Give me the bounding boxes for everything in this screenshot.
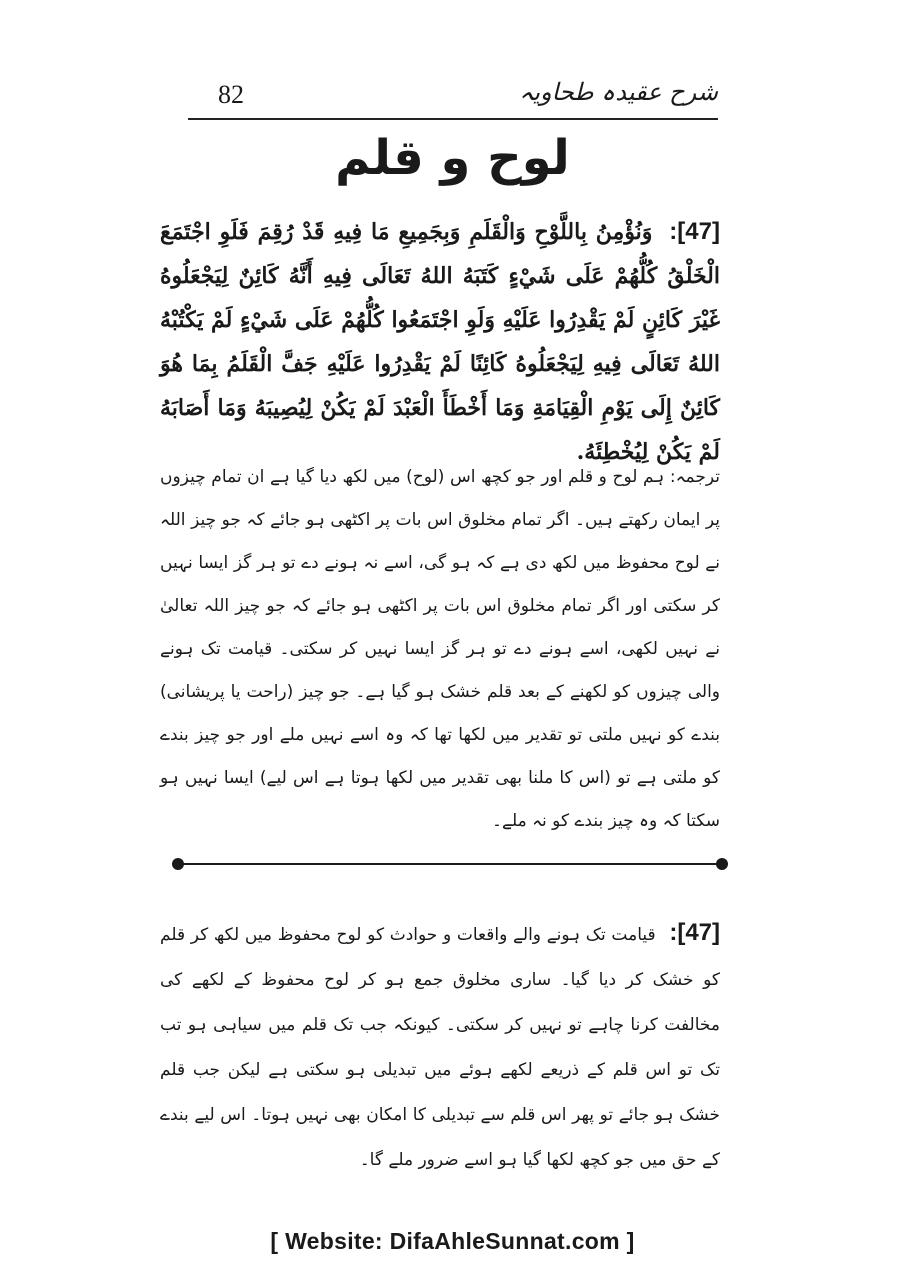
page-header xyxy=(188,78,718,120)
chapter-title: لوح و قلم xyxy=(335,130,570,186)
arabic-text-block xyxy=(160,210,720,465)
urdu-translation: ترجمہ: ہم لوح و قلم اور جو کچھ اس (لوح) میں لکھ دیا گیا ہے ان تمام چیزوں پر ایمان رکھتے ہیں۔ اگر تمام مخلوق اس بات پر اکٹھی ہو جائے کہ جو چیز اللہ نے لوح محفوظ میں لکھ دی ہے کہ ہو گی، اسے نہ ہونے دے تو ہر گز ایسا نہیں کر سکتی اور اگر تمام مخلوق اس بات پر اکٹھی ہو جائے کہ جو چیز اللہ تعالیٰ نے نہیں لکھی، اسے ہونے دے تو ہر گز ایسا نہیں کر سکتی۔ قیامت تک ہونے والی چیزوں کو لکھنے کے بعد قلم خشک ہو گیا ہے۔ جو چیز (راحت یا پریشانی) بندے کو نہیں ملتی تو تقدیر میں لکھا تھا کہ وہ اسے نہیں ملے اور جو چیز بندے کو ملتی ہے تو (اس کا ملنا بھی تقدیر میں لکھا ہوتا ہے اس لیے) ایسا نہیں ہو سکتا کہ وہ چیز بندے کو نہ ملے۔ xyxy=(160,467,720,831)
commentary-block xyxy=(160,910,720,1170)
commentary-text: قیامت تک ہونے والے واقعات و حوادث کو لوح محفوظ میں لکھ کر قلم کو خشک کر دیا گیا۔ ساری مخلوق جمع ہو کر لوح محفوظ کے لکھے کی مخالفت کرنا چاہے تو نہیں کر سکتی۔ کیونکہ جب تک قلم میں سیاہی ہو تب تک تو اس قلم کے ذریعے لکھے ہوئے میں تبدیلی ہو سکتی ہے لیکن جب قلم خشک ہو جائے تو پھر اس قلم سے تبدیلی کا امکان بھی نہیں ہوتا۔ اس لیے بندے کے حق میں جو کچھ لکھا گیا ہو اسے ضرور ملے گا۔ xyxy=(160,925,720,1170)
website-footer: [ Website: DifaAhleSunnat.com ] xyxy=(270,1228,635,1254)
commentary-number: [47]: xyxy=(669,919,721,946)
arabic-text: وَنُؤْمِنُ بِاللَّوْحِ وَالْقَلَمِ وَبِجَمِيعِ مَا فِيهِ قَدْ رُقِمَ فَلَوِ اجْتَمَعَ الْخَلْقُ كُلُّهُمْ عَلَى شَيْءٍ كَتَبَهُ اللهُ تَعَالَى فِيهِ أَنَّهُ كَائِنٌ لِيَجْعَلُوهُ غَيْرَ كَائِنٍ لَمْ يَقْدِرُوا عَلَيْهِ وَلَوِ اجْتَمَعُوا كُلُّهُمْ عَلَى شَيْءٍ لَمْ يَكْتُبْهُ اللهُ تَعَالَى فِيهِ لِيَجْعَلُوهُ كَائِنًا لَمْ يَقْدِرُوا عَلَيْهِ جَفَّ الْقَلَمُ بِمَا هُوَ كَائِنٌ إِلَى يَوْمِ الْقِيَامَةِ وَمَا أَخْطَأَ الْعَبْدَ لَمْ يَكُنْ لِيُصِيبَهُ وَمَا أَصَابَهُ لَمْ يَكُنْ لِيُخْطِئَهُ. xyxy=(160,219,720,465)
text-number: [47]: xyxy=(669,218,720,245)
section-divider xyxy=(172,856,728,872)
page-number: 82 xyxy=(218,80,244,109)
book-title: شرح عقیدہ طحاویہ xyxy=(519,78,718,106)
